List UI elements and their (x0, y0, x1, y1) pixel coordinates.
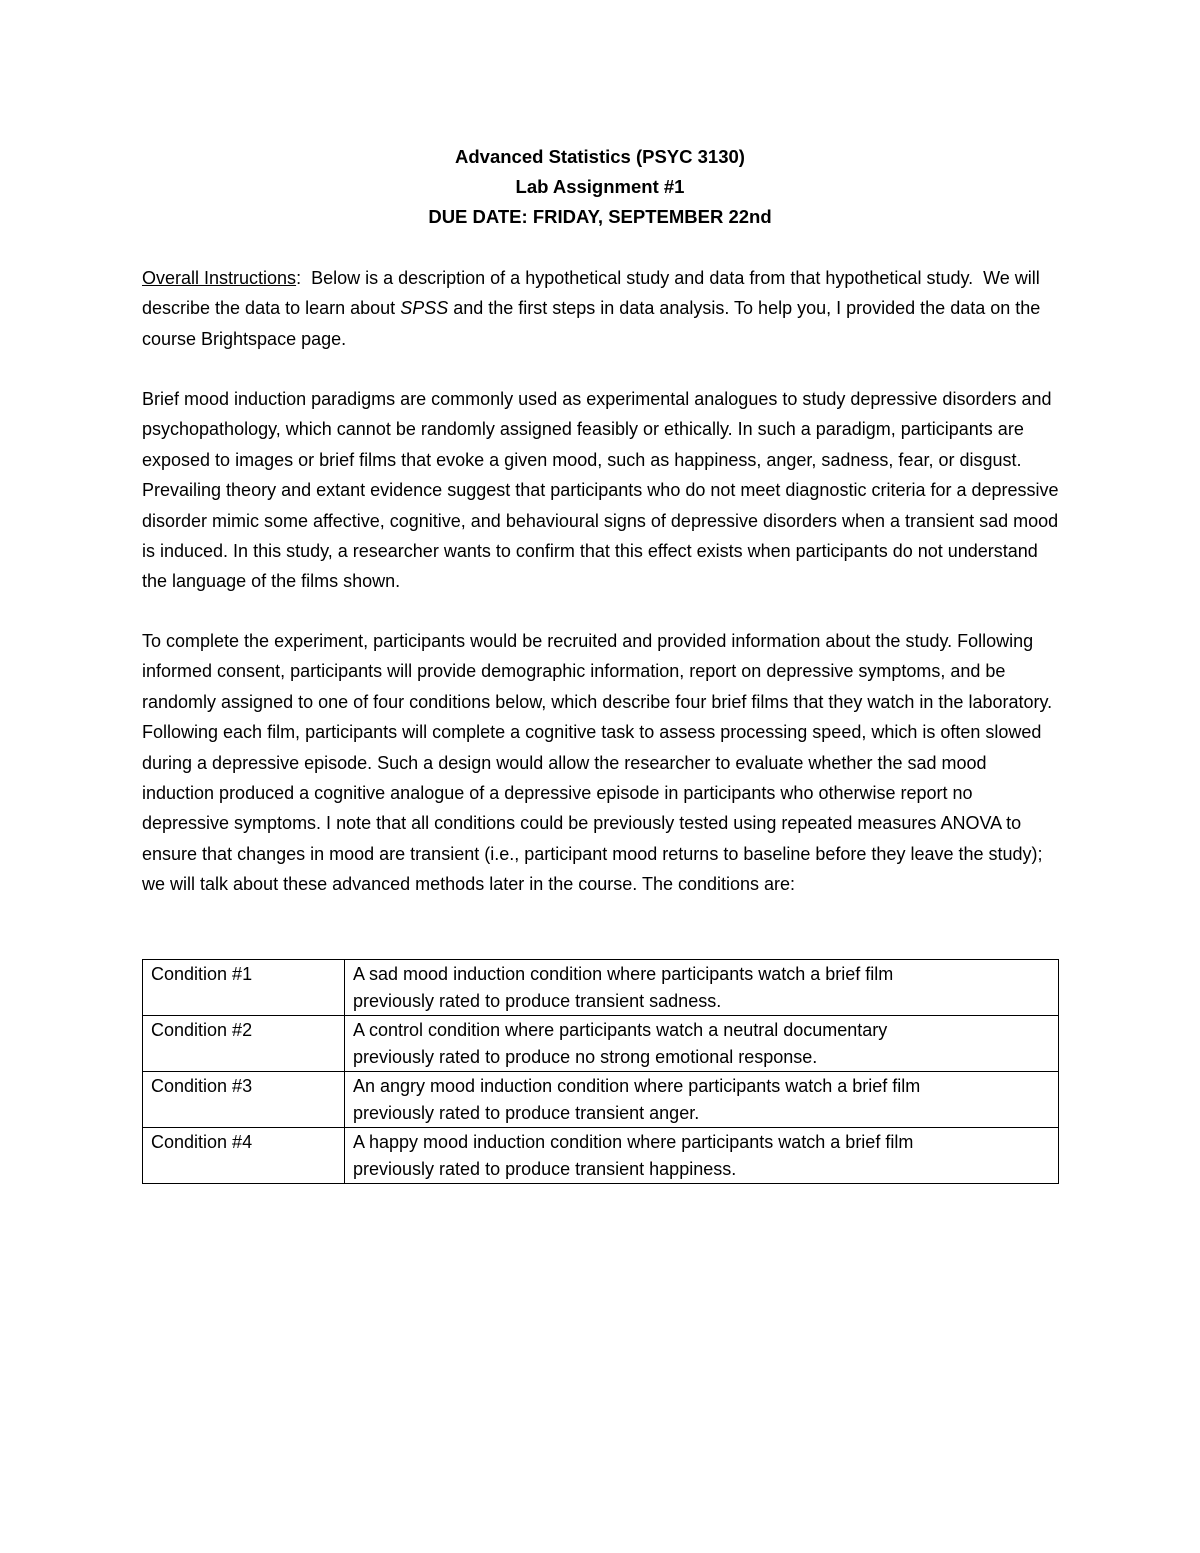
procedure-paragraph: To complete the experiment, participants would be recruited and provided information about the study. Following informed consent, participants will provide demographic information, report on depressive symptoms, and be randomly assigned to one of four conditions below, which describe four brief films that they watch in the laboratory. Following each film, participants will complete a cognitive task to assess processing speed, which is often slowed during a depressive episode. Such a design would allow the researcher to evaluate whether the sad mood induction produced a cognitive analogue of a depressive episode in participants who otherwise report no depressive symptoms. I note that all conditions could be previously tested using repeated measures ANOVA to ensure that changes in mood are transient (i.e., participant mood returns to baseline before they leave the study); we will talk about these advanced methods later in the course. The conditions are: (142, 631, 1053, 895)
table-row (143, 1072, 1059, 1128)
table-row (143, 1016, 1059, 1072)
condition-description-line: An angry mood induction condition where participants watch a brief film (353, 1076, 921, 1096)
condition-label: Condition #3 (143, 1072, 345, 1128)
instructions-text-part1: Below is a description of a hypothetical study and data from that hypothetical study. We will describe the data to learn about (142, 268, 1045, 319)
condition-description-line: previously rated to produce transient sadness. (353, 990, 722, 1011)
overall-instructions-paragraph (142, 263, 1062, 354)
title-block (0, 142, 1200, 232)
mood-induction-paragraph: Brief mood induction paradigms are commonly used as experimental analogues to study depressive disorders and psychopathology, which cannot be randomly assigned feasibly or ethically. In such a paradigm, participants are exposed to images or brief films that evoke a given mood, such as happiness, anger, sadness, fear, or disgust. Prevailing theory and extant evidence suggest that participants who do not meet diagnostic criteria for a depressive disorder mimic some affective, cognitive, and behavioural signs of depressive disorders when a transient sad mood is induced. In this study, a researcher wants to confirm that this effect exists when participants do not understand the language of the films shown. (142, 389, 1059, 592)
course-title: Advanced Statistics (PSYC 3130) (455, 146, 745, 167)
table-row (143, 960, 1059, 1016)
condition-description (345, 1128, 1059, 1184)
condition-label: Condition #4 (143, 1128, 345, 1184)
condition-description-line: A control condition where participants watch a neutral documentary (353, 1020, 888, 1040)
condition-description-line: previously rated to produce transient anger. (353, 1102, 700, 1123)
due-date: DUE DATE: FRIDAY, SEPTEMBER 22nd (428, 206, 772, 227)
table-row (143, 1128, 1059, 1184)
condition-description (345, 960, 1059, 1016)
condition-label: Condition #1 (143, 960, 345, 1016)
assignment-title: Lab Assignment #1 (515, 176, 685, 197)
condition-label: Condition #2 (143, 1016, 345, 1072)
conditions-table (142, 959, 1059, 1184)
instructions-colon: : (296, 268, 302, 288)
condition-description-line: A sad mood induction condition where participants watch a brief film (353, 964, 894, 984)
condition-description-line: A happy mood induction condition where participants watch a brief film (353, 1132, 914, 1152)
condition-description (345, 1016, 1059, 1072)
spss-term: SPSS (400, 298, 449, 319)
condition-description-line: previously rated to produce transient happiness. (353, 1158, 737, 1179)
condition-description (345, 1072, 1059, 1128)
overall-instructions-label: Overall Instructions (142, 268, 297, 288)
instructions-text-part2: and the first steps in data analysis. To help you, I provided the data on the course Brightspace page. (142, 298, 1041, 349)
condition-description-line: previously rated to produce no strong emotional response. (353, 1046, 818, 1067)
